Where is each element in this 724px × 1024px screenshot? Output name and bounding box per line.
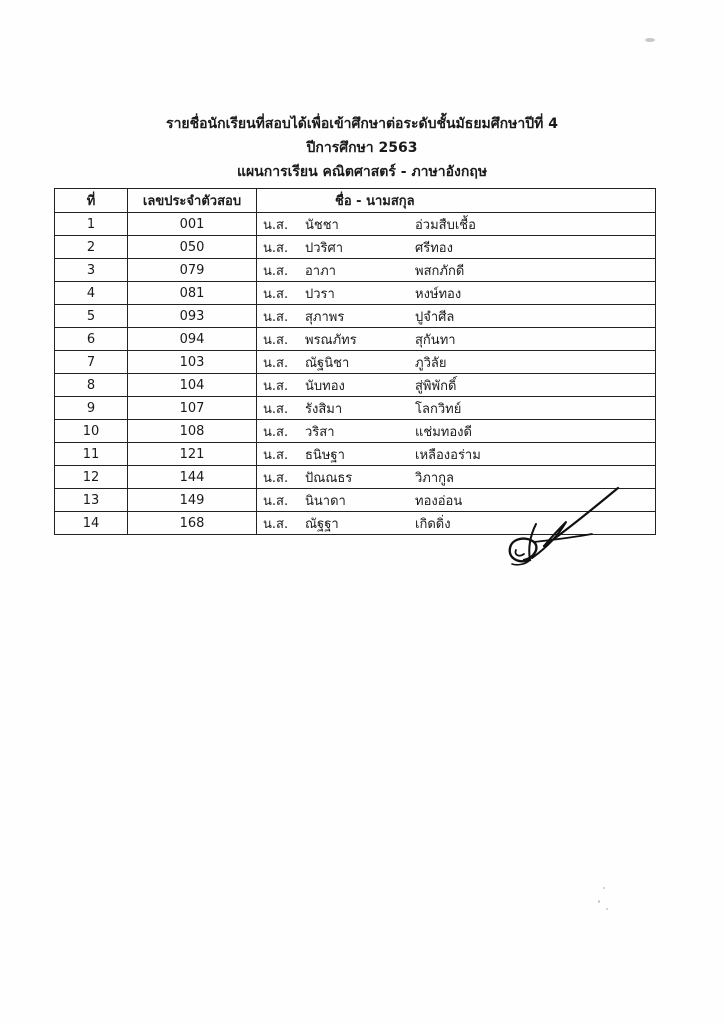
name-parts (263, 444, 649, 465)
name-prefix: น.ส. (263, 378, 289, 394)
last-name: วิภากูล (415, 470, 455, 486)
cell-full-name (257, 351, 656, 374)
cell-full-name (257, 397, 656, 420)
first-name: วริสา (305, 424, 335, 440)
cell-exam-id: 121 (128, 443, 257, 466)
name-parts (263, 329, 649, 350)
cell-exam-id: 103 (128, 351, 257, 374)
first-name: ณัฐฐา (305, 516, 339, 532)
table-row (55, 420, 656, 443)
table-row (55, 282, 656, 305)
scan-speck (603, 887, 605, 889)
cell-no: 2 (55, 236, 128, 259)
first-name: อาภา (305, 263, 336, 279)
table-row (55, 213, 656, 236)
name-prefix: น.ส. (263, 447, 289, 463)
cell-exam-id: 093 (128, 305, 257, 328)
name-prefix: น.ส. (263, 470, 289, 486)
cell-exam-id: 107 (128, 397, 257, 420)
last-name: เกิดดิ่ง (415, 516, 451, 532)
table-header-row (55, 189, 656, 213)
table-row (55, 305, 656, 328)
cell-exam-id: 168 (128, 512, 257, 535)
header-no: ที่ (55, 189, 128, 213)
first-name: ธนิษฐา (305, 447, 345, 463)
header-exam-id: เลขประจำตัวสอบ (128, 189, 257, 213)
first-name: ปัณณธร (305, 470, 353, 486)
first-name: ปวริศา (305, 240, 344, 256)
first-name: พรณภัทร (305, 332, 357, 348)
table-row (55, 236, 656, 259)
cell-full-name (257, 443, 656, 466)
name-parts (263, 375, 649, 396)
name-prefix: น.ส. (263, 424, 289, 440)
cell-no: 3 (55, 259, 128, 282)
last-name: พสกภักดี (415, 263, 465, 279)
cell-full-name (257, 374, 656, 397)
name-prefix: น.ส. (263, 217, 289, 233)
last-name: อ่วมสืบเชื้อ (415, 217, 476, 233)
title-line-2: ปีการศึกษา 2563 (306, 140, 418, 156)
handwritten-signature-icon (500, 484, 630, 574)
last-name: ปูจำศีล (415, 309, 455, 325)
cell-full-name (257, 420, 656, 443)
cell-exam-id: 104 (128, 374, 257, 397)
cell-full-name (257, 259, 656, 282)
name-prefix: น.ส. (263, 263, 289, 279)
scan-speck (606, 908, 608, 910)
first-name: นินาดา (305, 493, 346, 509)
cell-full-name (257, 236, 656, 259)
cell-full-name (257, 213, 656, 236)
first-name: นับทอง (305, 378, 345, 394)
first-name: ปวรา (305, 286, 335, 302)
cell-no: 14 (55, 512, 128, 535)
first-name: ณัฐนิชา (305, 355, 350, 371)
last-name: สู่พิพักดิ์ (415, 378, 457, 394)
name-prefix: น.ส. (263, 401, 289, 417)
name-parts (263, 352, 649, 373)
name-prefix: น.ส. (263, 332, 289, 348)
last-name: หงษ์ทอง (415, 286, 462, 302)
last-name: แช่มทองดี (415, 424, 472, 440)
name-parts (263, 214, 649, 235)
cell-exam-id: 001 (128, 213, 257, 236)
name-parts (263, 260, 649, 281)
cell-no: 10 (55, 420, 128, 443)
last-name: สุกันทา (415, 332, 456, 348)
last-name: ทองอ่อน (415, 493, 463, 509)
first-name: รังสิมา (305, 401, 343, 417)
name-parts (263, 398, 649, 419)
cell-exam-id: 050 (128, 236, 257, 259)
cell-full-name (257, 328, 656, 351)
cell-exam-id: 144 (128, 466, 257, 489)
name-prefix: น.ส. (263, 516, 289, 532)
cell-exam-id: 108 (128, 420, 257, 443)
table-row (55, 351, 656, 374)
name-prefix: น.ส. (263, 493, 289, 509)
cell-no: 9 (55, 397, 128, 420)
name-parts (263, 237, 649, 258)
cell-exam-id: 079 (128, 259, 257, 282)
table-row (55, 397, 656, 420)
name-prefix: น.ส. (263, 286, 289, 302)
name-prefix: น.ส. (263, 309, 289, 325)
first-name: สุภาพร (305, 309, 345, 325)
last-name: ศรีทอง (415, 240, 453, 256)
cell-no: 8 (55, 374, 128, 397)
cell-no: 13 (55, 489, 128, 512)
header-name: ชื่อ - นามสกุล (257, 189, 656, 213)
table-row (55, 259, 656, 282)
cell-no: 5 (55, 305, 128, 328)
cell-full-name (257, 282, 656, 305)
table-row (55, 374, 656, 397)
cell-exam-id: 081 (128, 282, 257, 305)
cell-exam-id: 094 (128, 328, 257, 351)
name-prefix: น.ส. (263, 355, 289, 371)
name-parts (263, 421, 649, 442)
title-line-1: รายชื่อนักเรียนที่สอบได้เพื่อเข้าศึกษาต่อระดับชั้นมัธยมศึกษาปีที่ 4 (166, 116, 558, 132)
cell-exam-id: 149 (128, 489, 257, 512)
table-row (55, 443, 656, 466)
name-parts (263, 306, 649, 327)
first-name: นัชชา (305, 217, 339, 233)
name-prefix: น.ส. (263, 240, 289, 256)
cell-no: 11 (55, 443, 128, 466)
cell-no: 12 (55, 466, 128, 489)
cell-no: 1 (55, 213, 128, 236)
title-line-3: แผนการเรียน คณิตศาสตร์ - ภาษาอังกฤษ (236, 164, 488, 180)
name-parts (263, 283, 649, 304)
cell-no: 4 (55, 282, 128, 305)
last-name: โลกวิทย์ (415, 401, 462, 417)
last-name: ภูวิลัย (415, 355, 447, 371)
last-name: เหลืองอร่าม (415, 447, 481, 463)
cell-no: 6 (55, 328, 128, 351)
student-roster-table (54, 188, 656, 535)
scan-speck (598, 900, 600, 903)
cell-full-name (257, 305, 656, 328)
scan-speck (645, 38, 655, 42)
table-row (55, 328, 656, 351)
cell-no: 7 (55, 351, 128, 374)
